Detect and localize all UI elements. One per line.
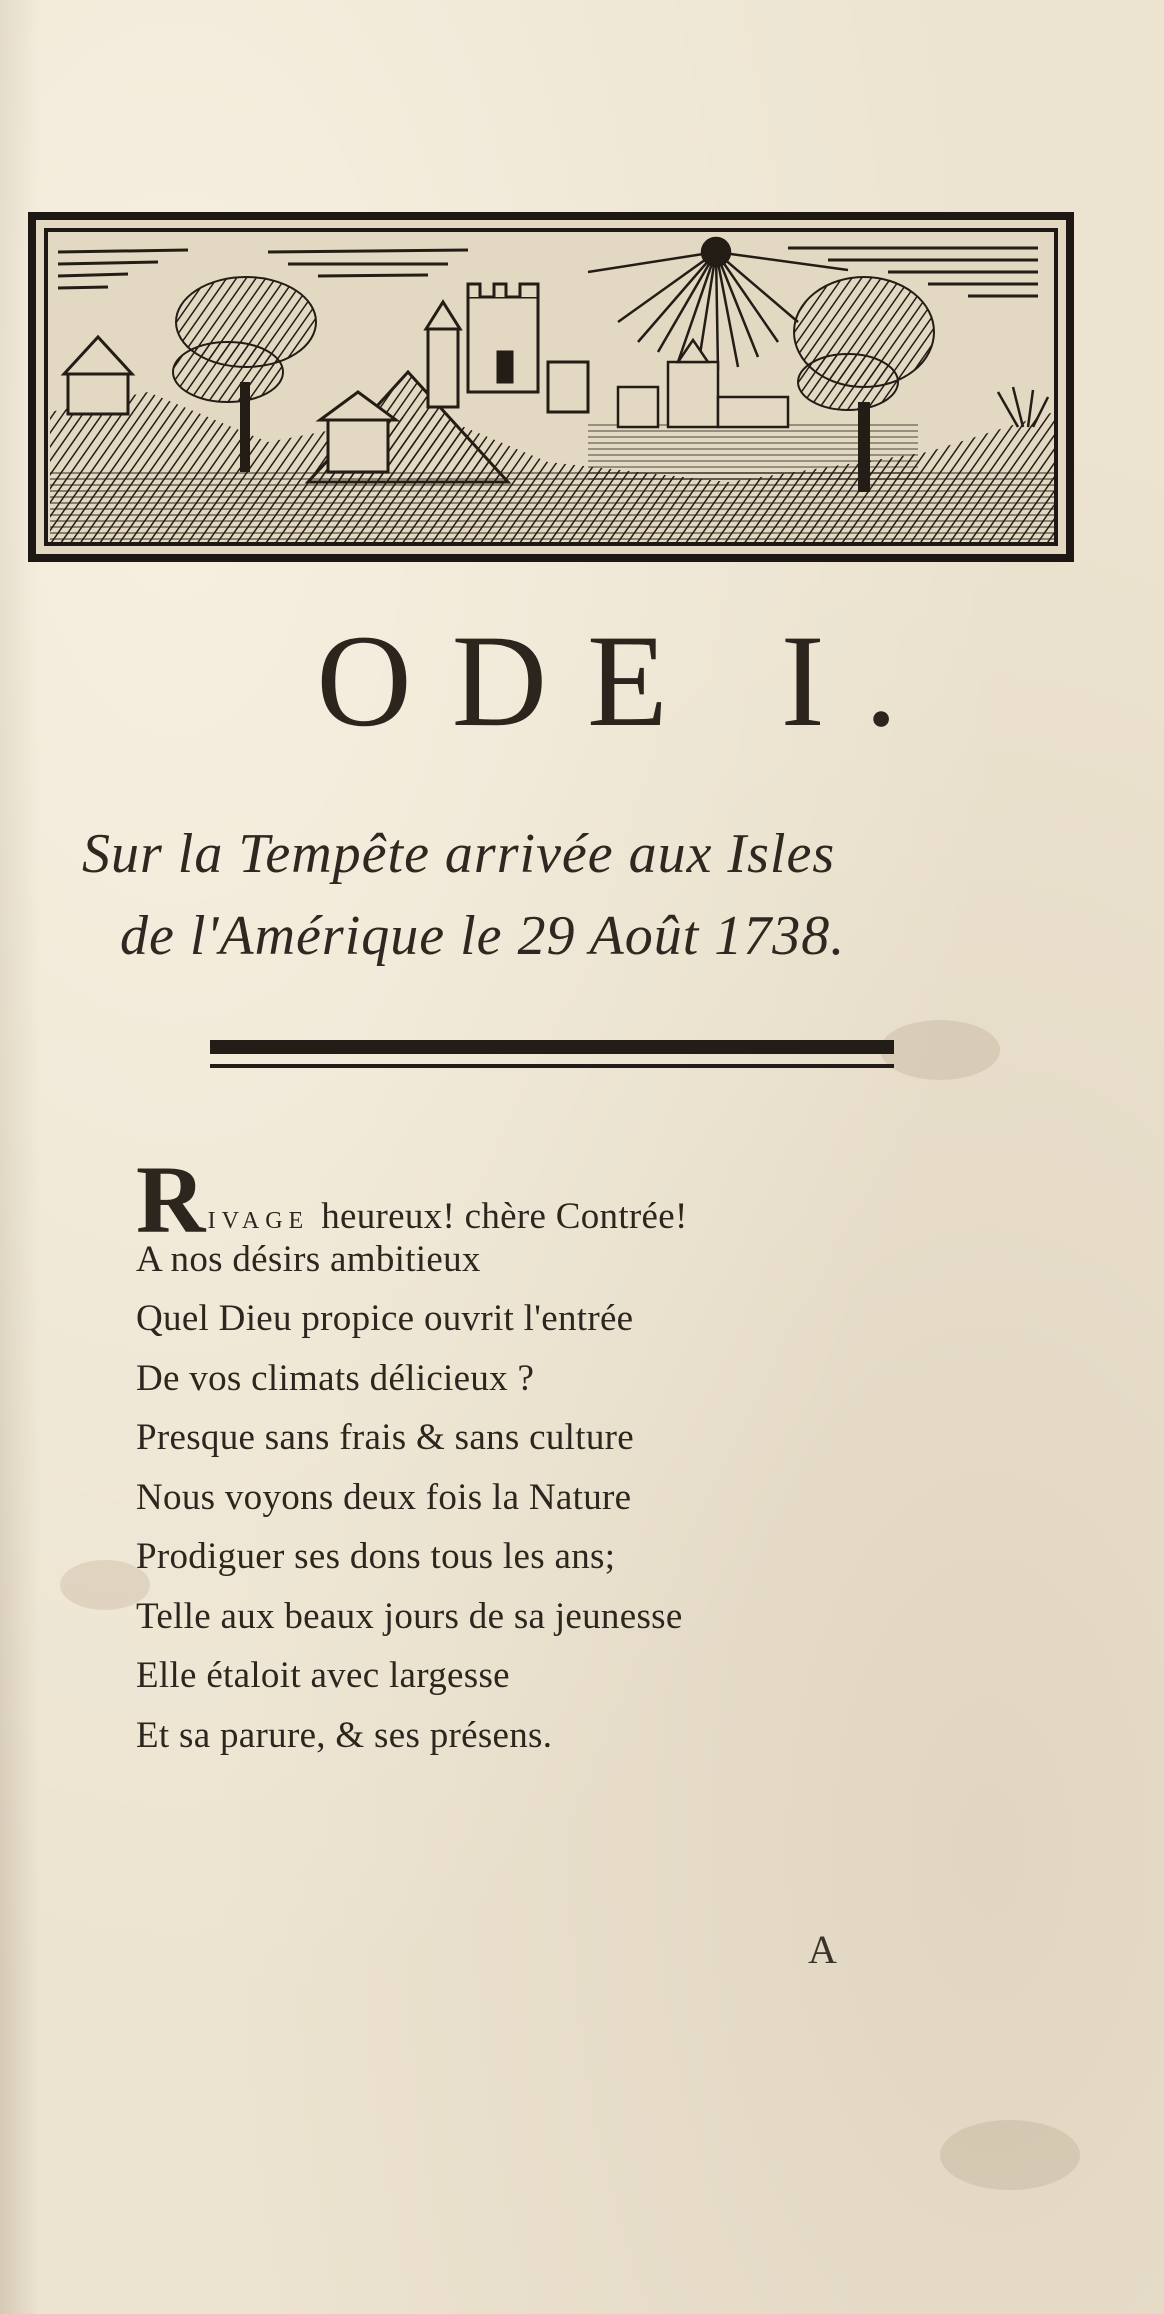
verse-line-first: [136, 1146, 1036, 1253]
ode-title: ODE I.: [316, 607, 938, 754]
verse-line: Prodiguer ses dons tous les ans;: [136, 1536, 616, 1577]
stanza: [136, 1146, 1036, 1765]
section-rule-thin: [210, 1064, 894, 1068]
first-word-smallcaps: IVAGE: [207, 1208, 310, 1234]
woodcut-headpiece: [28, 212, 1074, 562]
ode-subtitle-line-1: Sur la Tempête arrivée aux Isles: [82, 823, 836, 885]
paper-stain: [940, 2120, 1080, 2190]
ode-subtitle-line-2: de l'Amérique le 29 Août 1738.: [120, 905, 846, 967]
verse-line: Et sa parure, & ses présens.: [136, 1714, 553, 1756]
verse-line: A nos désirs ambitieux: [136, 1238, 481, 1280]
drop-capital: R: [136, 1146, 206, 1253]
verse-line: Telle aux beaux jours de sa jeunesse: [136, 1595, 683, 1637]
signature-mark: A: [808, 1927, 837, 1972]
first-line-text: heureux! chère Contrée!: [321, 1196, 688, 1237]
paper-stain: [880, 1020, 1000, 1080]
section-rule: [210, 1040, 894, 1054]
verse-line: Nous voyons deux fois la Nature: [136, 1476, 632, 1518]
verse-line: Presque sans frais & sans culture: [136, 1417, 634, 1458]
verse-line: Quel Dieu propice ouvrit l'entrée: [136, 1298, 634, 1339]
verse-line: De vos climats délicieux ?: [136, 1357, 535, 1399]
verse-line: Elle étaloit avec largesse: [136, 1655, 510, 1696]
